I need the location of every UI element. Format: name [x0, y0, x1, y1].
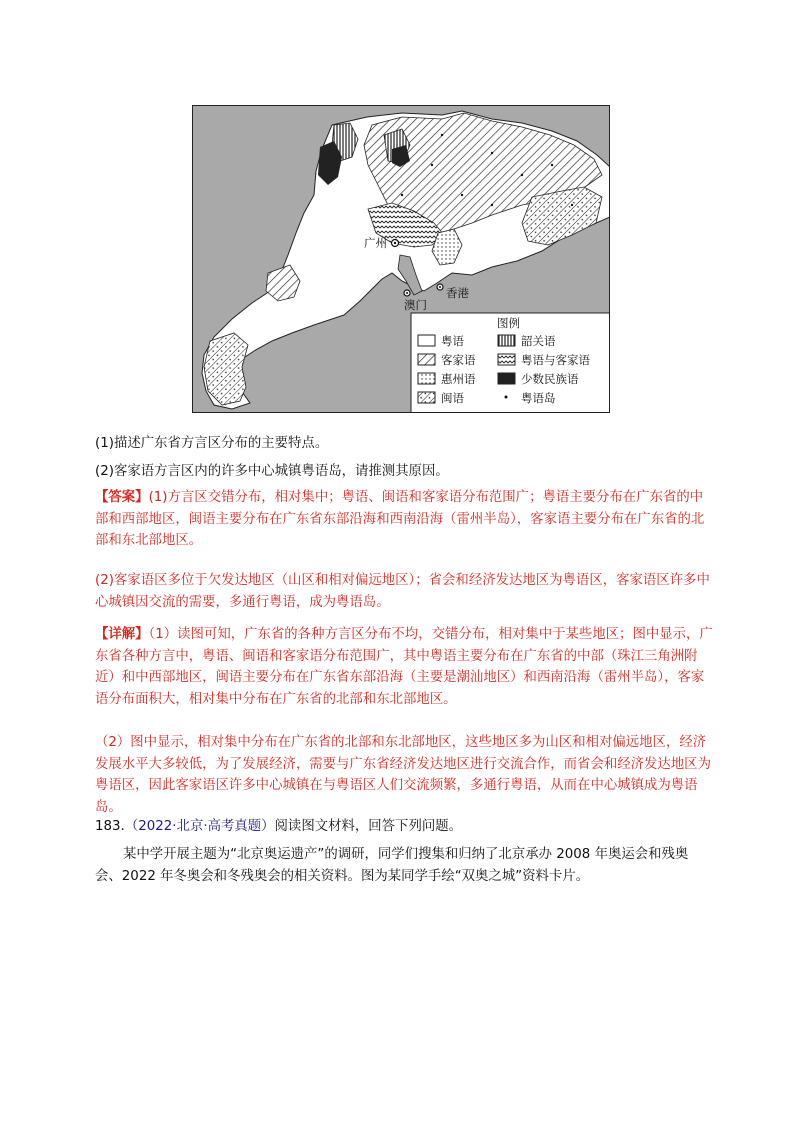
detail-text-1: （1）读图可知，广东省的各种方言区分布不均，交错分布，相对集中于某些地区；图中显示，广东省各种方言中，粤语、闽语和客家语分布范围广，其中粤语主要分布在广东省的中部（珠江三角洲附近）和中西部地区，闽语主要分布在广东省东部沿海（主要是潮汕地区）和西南沿海（雷州半岛），客家语分布面积大，相对集中分布在广东省的北部和东北部地区。 — [95, 627, 713, 707]
legend-swatch-yue-hakka — [498, 354, 515, 365]
legend-swatch-yue — [418, 335, 435, 346]
question-2: (2)客家语方言区内的许多中心城镇粤语岛，请推测其原因。 — [95, 464, 449, 479]
legend-label-minority: 少数民族语 — [521, 372, 579, 386]
answer-paragraph-1 — [95, 487, 715, 552]
detail-paragraph-1 — [95, 624, 715, 710]
legend-swatch-shaoguan — [498, 335, 515, 346]
legend-label-min: 闽语 — [441, 391, 464, 405]
question-number: 183. — [95, 819, 125, 834]
legend-swatch-yue-island — [505, 396, 508, 399]
city-label-hongkong: 香港 — [446, 286, 469, 300]
answer-paragraph-2: (2)客家语区多位于欠发达地区（山区和相对偏远地区）；省会和经济发达地区为粤语区，客家语区许多中心城镇因交流的需要，多通行粤语，成为粤语岛。 — [95, 573, 710, 610]
guangdong-dialect-map — [192, 105, 610, 413]
question-source: （2022·北京·高考真题） — [124, 819, 275, 834]
legend-swatch-min — [418, 392, 435, 403]
city-label-macau: 澳门 — [404, 298, 427, 312]
legend-label-yue-hakka: 粤语与客家语 — [521, 353, 590, 367]
dialect-map-figure — [192, 105, 610, 413]
question-183-header — [95, 815, 462, 834]
city-label-guangzhou: 广州 — [364, 236, 387, 250]
legend-swatch-hakka — [418, 354, 435, 365]
answer-tag: 【答案】 — [95, 490, 149, 505]
legend-label-yue: 粤语 — [441, 334, 464, 348]
detail-paragraph-2: （2）图中显示，相对集中分布在广东省的北部和东北部地区，这些地区多为山区和相对偏远地区，经济发展水平大多较低，为了发展经济，需要与广东省经济发达地区进行交流合作，而省会和经济发达地区为粤语区，因此客家语区许多中心城镇在与粤语区人们交流频繁，多通行粤语，从而在中心城镇成为粤语岛。 — [95, 735, 711, 815]
legend-swatch-huizhou — [418, 373, 435, 384]
legend-title: 图例 — [497, 316, 520, 330]
question-183-material: 某中学开展主题为“北京奥运遗产”的调研，同学们搜集和归纳了北京承办 2008 年奥运会和残奥会、2022 年冬奥会和冬残奥会的相关资料。图为某同学手绘“双奥之城”资料卡片。 — [95, 847, 689, 884]
legend-label-yue-island: 粤语岛 — [521, 391, 556, 405]
question-1: (1)描述广东省方言区分布的主要特点。 — [95, 436, 329, 451]
legend-label-hakka: 客家语 — [441, 353, 476, 367]
legend-swatch-minority — [498, 373, 515, 384]
legend-label-shaoguan: 韶关语 — [521, 334, 556, 348]
detail-tag: 【详解】 — [95, 627, 149, 642]
question-instruction: 阅读图文材料，回答下列问题。 — [274, 819, 463, 834]
legend-label-huizhou: 惠州语 — [441, 372, 476, 386]
answer-text-1: (1)方言区交错分布，相对集中；粤语、闽语和客家语分布范围广；粤语主要分布在广东省的中部和西部地区，闽语主要分布在广东省东部沿海和西南沿海（雷州半岛），客家语主要分布在广东省的北部和东北部地区。 — [95, 490, 705, 548]
map-legend — [411, 313, 610, 413]
